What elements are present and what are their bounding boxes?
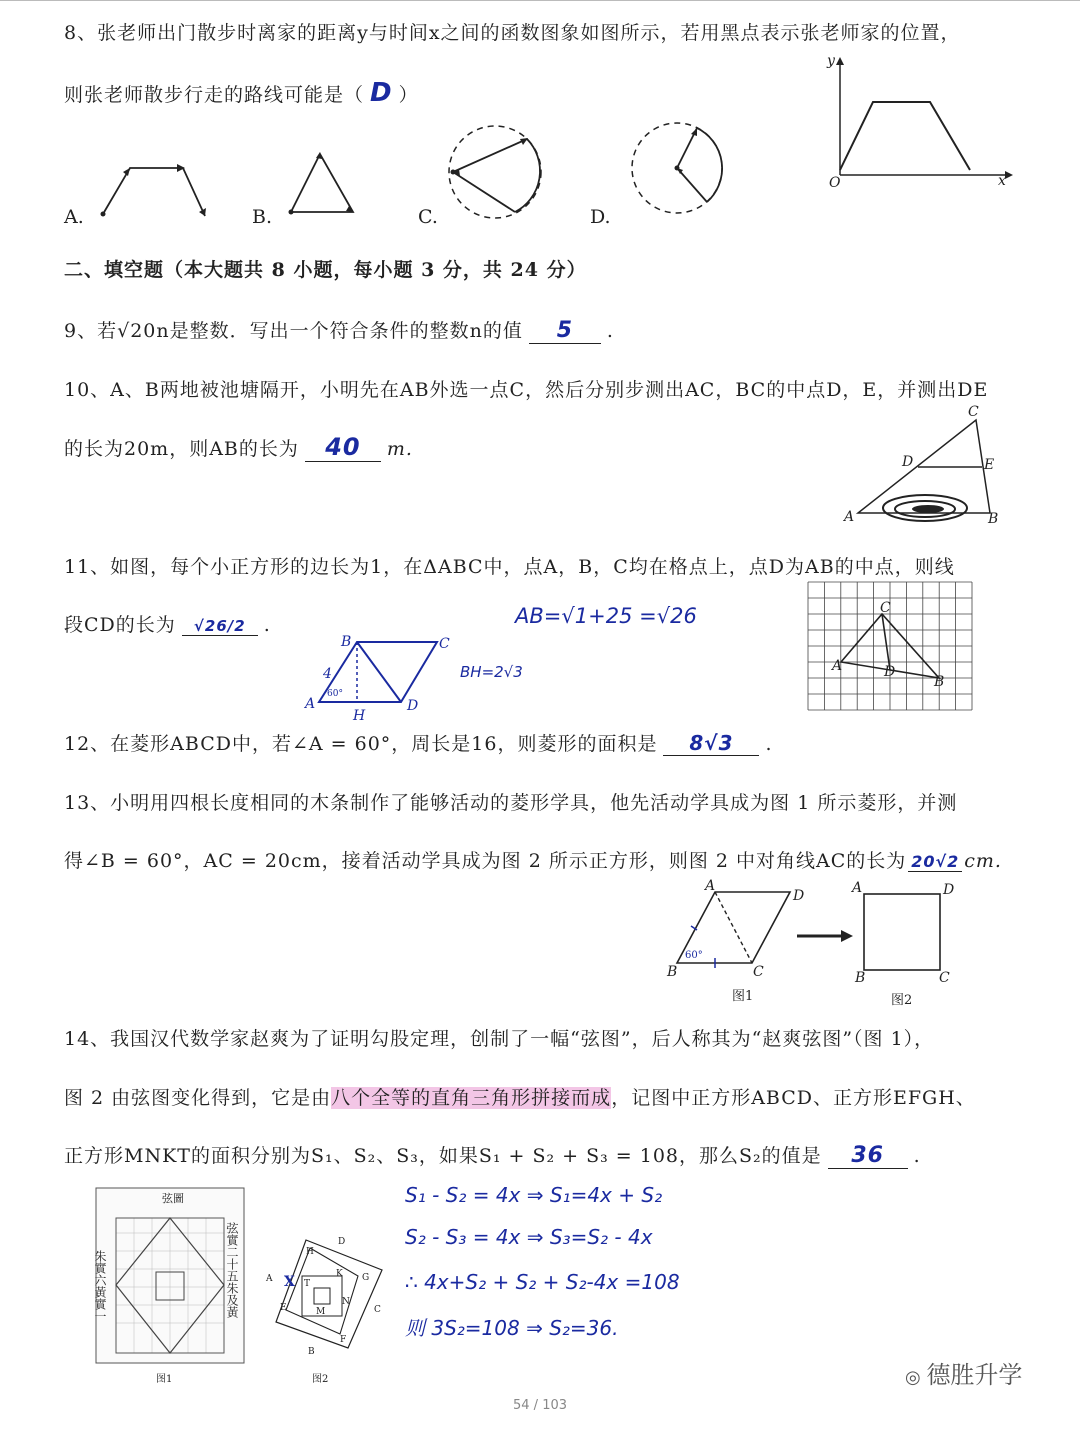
q11-sketch-d: D xyxy=(407,698,419,714)
q14-answer: 36 xyxy=(828,1143,908,1169)
q11-sketch-a: A xyxy=(305,696,316,712)
q11-sketch-h: H xyxy=(353,708,366,724)
wechat-icon: ◎ xyxy=(905,1367,927,1388)
q11-handwritten-ab: AB=√1+25 =√26 xyxy=(515,604,697,628)
section-heading: 二、填空题（本大题共 8 小题，每小题 3 分，共 24 分） xyxy=(64,259,587,281)
q13-fig1-caption: 图1 xyxy=(732,989,754,1004)
q14-fig2-e: E xyxy=(280,1303,287,1313)
q14-highlight: 八个全等的直角三角形拼接而成 xyxy=(331,1087,612,1109)
q14-fig1-left: 朱實六黃實一 xyxy=(93,1250,107,1322)
q14-fig2-f: F xyxy=(340,1335,347,1345)
q14-fig2-t: T xyxy=(304,1279,311,1289)
q11-sketch-4: 4 xyxy=(323,666,332,682)
q14-work-line4: 则 3S₂=108 ⇒ S₂=36. xyxy=(405,1316,619,1340)
q8-option-a: A. xyxy=(64,206,84,228)
q11-sketch-note: BH=2√3 xyxy=(460,663,523,681)
q8-function-graph xyxy=(825,55,1015,195)
q8-option-d: D. xyxy=(590,206,611,228)
q14-zhao-shuang-figure xyxy=(93,1188,246,1388)
q9-line xyxy=(64,316,614,344)
current-page: 54 xyxy=(512,1398,530,1413)
q13-fig2-d: D xyxy=(943,882,955,898)
q8-origin: O xyxy=(829,175,841,191)
q10-label-d: D xyxy=(902,454,914,470)
q11-grid-a: A xyxy=(832,658,843,674)
q14-work-line3: ∴ 4x+S₂ + S₂ + S₂-4x =108 xyxy=(405,1270,680,1294)
q11-sketch-b: B xyxy=(341,634,352,650)
q12-end: . xyxy=(765,733,773,755)
q8-option-c: C. xyxy=(418,206,438,228)
q10-label-e: E xyxy=(984,457,995,473)
q14-fig2-x: X xyxy=(284,1274,295,1290)
q12-text: 12、在菱形ABCD中，若∠A = 60°，周长是16，则菱形的面积是 xyxy=(64,733,658,755)
q14-fig2-caption: 图2 xyxy=(312,1374,329,1385)
q14-fig1-title: 弦圖 xyxy=(162,1192,184,1205)
q8-option-a-figure xyxy=(95,150,215,240)
q8-line2-text: 则张老师散步行走的路线可能是（ xyxy=(64,84,365,106)
q14-work-line1: S₁ - S₂ = 4x ⇒ S₁=4x + S₂ xyxy=(405,1183,663,1207)
q13-fig2-caption: 图2 xyxy=(891,993,913,1008)
q11-sketch-angle: 60° xyxy=(327,689,343,699)
q10-unit: m. xyxy=(386,438,413,460)
q14-line2-tail: ，记图中正方形ABCD、正方形EFGH、 xyxy=(611,1087,976,1109)
q13-fig1-d: D xyxy=(793,888,805,904)
q11-grid-b: B xyxy=(934,674,945,690)
q13-fig2-c: C xyxy=(939,970,950,986)
q14-fig2-n: N xyxy=(342,1297,350,1307)
q8-line1: 8、张老师出门散步时离家的距离y与时间x之间的函数图象如图所示，若用黑点表示张老师家的位置， xyxy=(64,22,961,44)
q14-fig1-right: 弦實二十五朱及黃 xyxy=(225,1222,239,1318)
q12-line xyxy=(64,729,773,756)
q11-grid-c: C xyxy=(880,600,891,616)
q14-fig2-g: G xyxy=(362,1273,370,1283)
q14-fig2-k: K xyxy=(336,1269,343,1279)
page-separator: / xyxy=(533,1398,539,1413)
q8-axis-y: y xyxy=(827,53,835,69)
q13-unit: cm. xyxy=(964,850,1002,872)
q11-grid-figure xyxy=(808,582,973,710)
q11-text: 段CD的长为 xyxy=(64,614,176,636)
q14-fig2-a: A xyxy=(266,1274,273,1284)
q10-answer: 40 xyxy=(305,433,381,462)
q11-grid-d: D xyxy=(884,664,896,680)
q10-label-a: A xyxy=(844,509,855,525)
q13-text: 得∠B = 60°，AC = 20cm，接着活动学具成为图 2 所示正方形，则图 2 中对角线AC的长为 xyxy=(64,850,907,872)
q13-line2 xyxy=(64,846,1002,873)
q13-answer: 20√2 xyxy=(908,852,962,872)
q10-text: 的长为20m，则AB的长为 xyxy=(64,438,299,460)
q8-line2-close: ） xyxy=(398,84,419,106)
q11-answer: √26/2 xyxy=(182,617,258,636)
q9-text: 9、若√20n是整数．写出一个符合条件的整数n的值 xyxy=(64,320,523,342)
q14-line2 xyxy=(64,1083,976,1110)
q13-figures xyxy=(665,878,1005,1008)
q14-fig2-b: B xyxy=(308,1347,315,1357)
q14-fig2-m: M xyxy=(316,1307,326,1317)
q10-triangle-figure xyxy=(840,405,1010,525)
q14-line3-text: 正方形MNKT的面积分别为S₁、S₂、S₃，如果S₁ + S₂ + S₃ = 108，那么S₂的值是 xyxy=(64,1145,822,1167)
q13-angle-mark: 60° xyxy=(685,950,703,961)
q14-fig1-caption: 图1 xyxy=(156,1374,173,1385)
q8-axis-x: x xyxy=(998,173,1006,189)
q10-line2 xyxy=(64,433,413,462)
q11-line1: 11、如图，每个小正方形的边长为1，在ΔABC中，点A，B，C均在格点上，点D为AB的中点，则线 xyxy=(64,556,955,578)
q14-line3 xyxy=(64,1141,921,1169)
total-pages: 103 xyxy=(542,1398,568,1413)
watermark-text: 德胜升学 xyxy=(926,1361,1023,1389)
top-border xyxy=(0,0,1080,1)
q13-fig1-a: A xyxy=(705,878,716,894)
q14-fig2-h: H xyxy=(306,1247,314,1257)
q13-fig2-a: A xyxy=(852,880,863,896)
q13-fig2-b: B xyxy=(855,970,866,986)
q8-line2 xyxy=(64,78,419,108)
q14-fig2-d: D xyxy=(338,1237,346,1247)
page-indicator xyxy=(0,1398,1080,1413)
q14-end: . xyxy=(913,1145,921,1167)
q11-sketch-c: C xyxy=(439,636,450,652)
q10-label-b: B xyxy=(988,511,999,527)
q14-work-line2: S₂ - S₃ = 4x ⇒ S₃=S₂ - 4x xyxy=(405,1225,653,1249)
q10-label-c: C xyxy=(968,404,979,420)
q8-option-d-figure xyxy=(625,118,735,228)
q8-option-b: B. xyxy=(252,206,273,228)
q9-end: . xyxy=(606,320,614,342)
q8-option-b-figure xyxy=(285,148,365,228)
q13-line1: 13、小明用四根长度相同的木条制作了能够活动的菱形学具，他先活动学具成为图 1 所示菱形，并测 xyxy=(64,792,958,814)
q8-answer: D xyxy=(370,78,393,108)
q14-line2-text: 图 2 由弦图变化得到，它是由 xyxy=(64,1087,332,1109)
q13-fig1-c: C xyxy=(753,964,764,980)
q11-line2 xyxy=(64,610,271,637)
q11-end: . xyxy=(263,614,271,636)
q13-fig1-b: B xyxy=(667,964,678,980)
q9-answer: 5 xyxy=(529,318,601,344)
q8-option-c-figure xyxy=(445,120,555,230)
watermark xyxy=(905,1355,1022,1390)
q10-line1: 10、A、B两地被池塘隔开，小明先在AB外选一点C，然后分别步测出AC，BC的中点D，E，并测出DE xyxy=(64,379,989,401)
q14-fig2-c: C xyxy=(374,1305,381,1315)
q14-line1: 14、我国汉代数学家赵爽为了证明勾股定理，创制了一幅“弦图”，后人称其为“赵爽弦图”（图 1）， xyxy=(64,1028,935,1050)
q11-rhombus-sketch xyxy=(305,632,455,722)
q12-answer: 8√3 xyxy=(663,731,759,756)
